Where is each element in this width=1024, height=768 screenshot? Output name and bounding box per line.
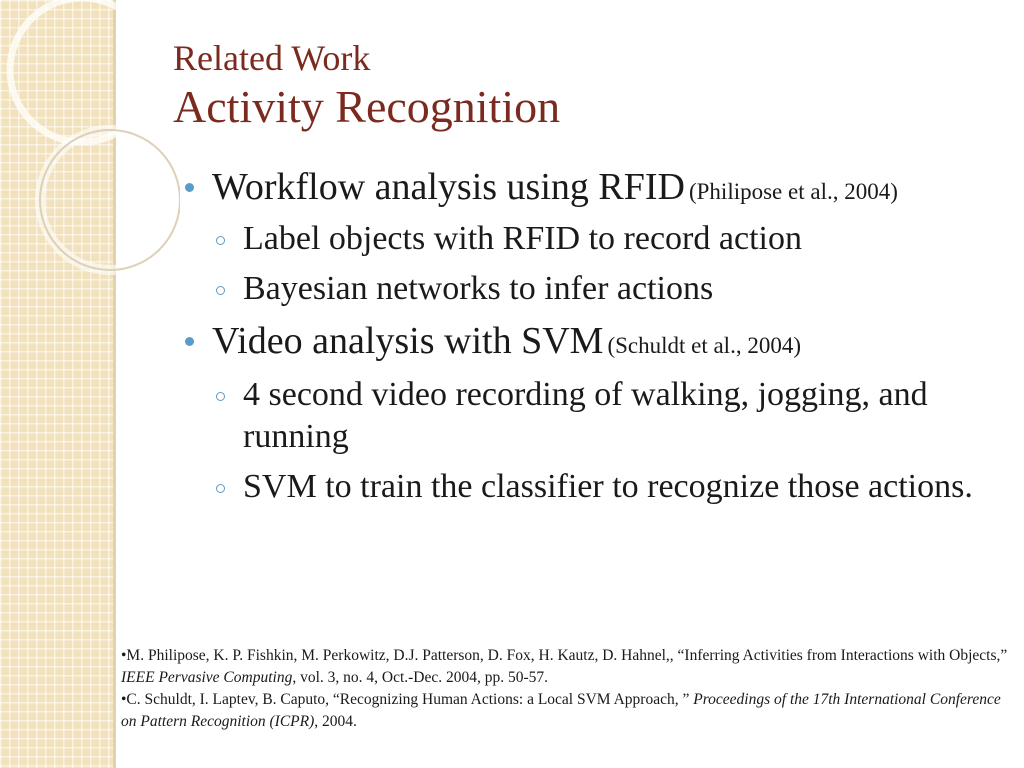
- reference-details: , vol. 3, no. 4, Oct.-Dec. 2004, pp. 50-57.: [292, 669, 549, 686]
- reference-text: •M. Philipose, K. P. Fishkin, M. Perkowitz, D.J. Patterson, D. Fox, H. Kautz, D. Hahnel,, “Inferring Activities from Interactions with Objects,”: [121, 647, 1008, 664]
- bullet-citation: (Philipose et al., 2004): [688, 179, 898, 204]
- reference-item: [121, 645, 1011, 689]
- reference-text: •C. Schuldt, I. Laptev, B. Caputo, “Recognizing Human Actions: a Local SVM Approach, ”: [121, 691, 694, 708]
- bullet-dot-icon: [185, 337, 194, 346]
- reference-venue: Proceedings of the 17th International Conference on Pattern Recognition (ICPR): [121, 691, 1001, 730]
- sub-bullet-item: [185, 374, 1005, 458]
- reference-details: , 2004.: [314, 713, 357, 730]
- sub-bullet-ring-icon: [216, 392, 225, 401]
- slide-title: [173, 40, 560, 130]
- sub-bullet-text: SVM to train the classifier to recognize those actions.: [243, 468, 973, 505]
- bullet-citation: (Schuldt et al., 2004): [607, 333, 801, 358]
- decorative-circles: [0, 0, 180, 300]
- bullet-item: [185, 166, 1005, 208]
- bullet-dot-icon: [185, 183, 194, 192]
- sub-bullet-text: Label objects with RFID to record action: [243, 220, 802, 257]
- sub-bullet-ring-icon: [216, 286, 225, 295]
- sub-bullet-ring-icon: [216, 236, 225, 245]
- references: [121, 645, 1011, 733]
- reference-item: [121, 689, 1011, 733]
- sub-bullet-item: [185, 466, 1005, 508]
- sub-bullet-text: Bayesian networks to infer actions: [243, 270, 714, 307]
- bullet-list: [185, 166, 1005, 508]
- sub-bullet-text: 4 second video recording of walking, jogging, and running: [243, 376, 928, 455]
- bullet-text: Video analysis with SVM: [212, 320, 604, 362]
- title-line-1: Related Work: [173, 38, 371, 78]
- sub-bullet-item: [185, 218, 1005, 260]
- reference-venue: IEEE Pervasive Computing: [121, 669, 293, 686]
- title-line-2: Activity Recognition: [173, 81, 561, 132]
- bullet-item: [185, 320, 1005, 362]
- sub-bullet-item: [185, 268, 1005, 310]
- bullet-text: Workflow analysis using RFID: [212, 166, 685, 208]
- sub-bullet-ring-icon: [216, 484, 225, 493]
